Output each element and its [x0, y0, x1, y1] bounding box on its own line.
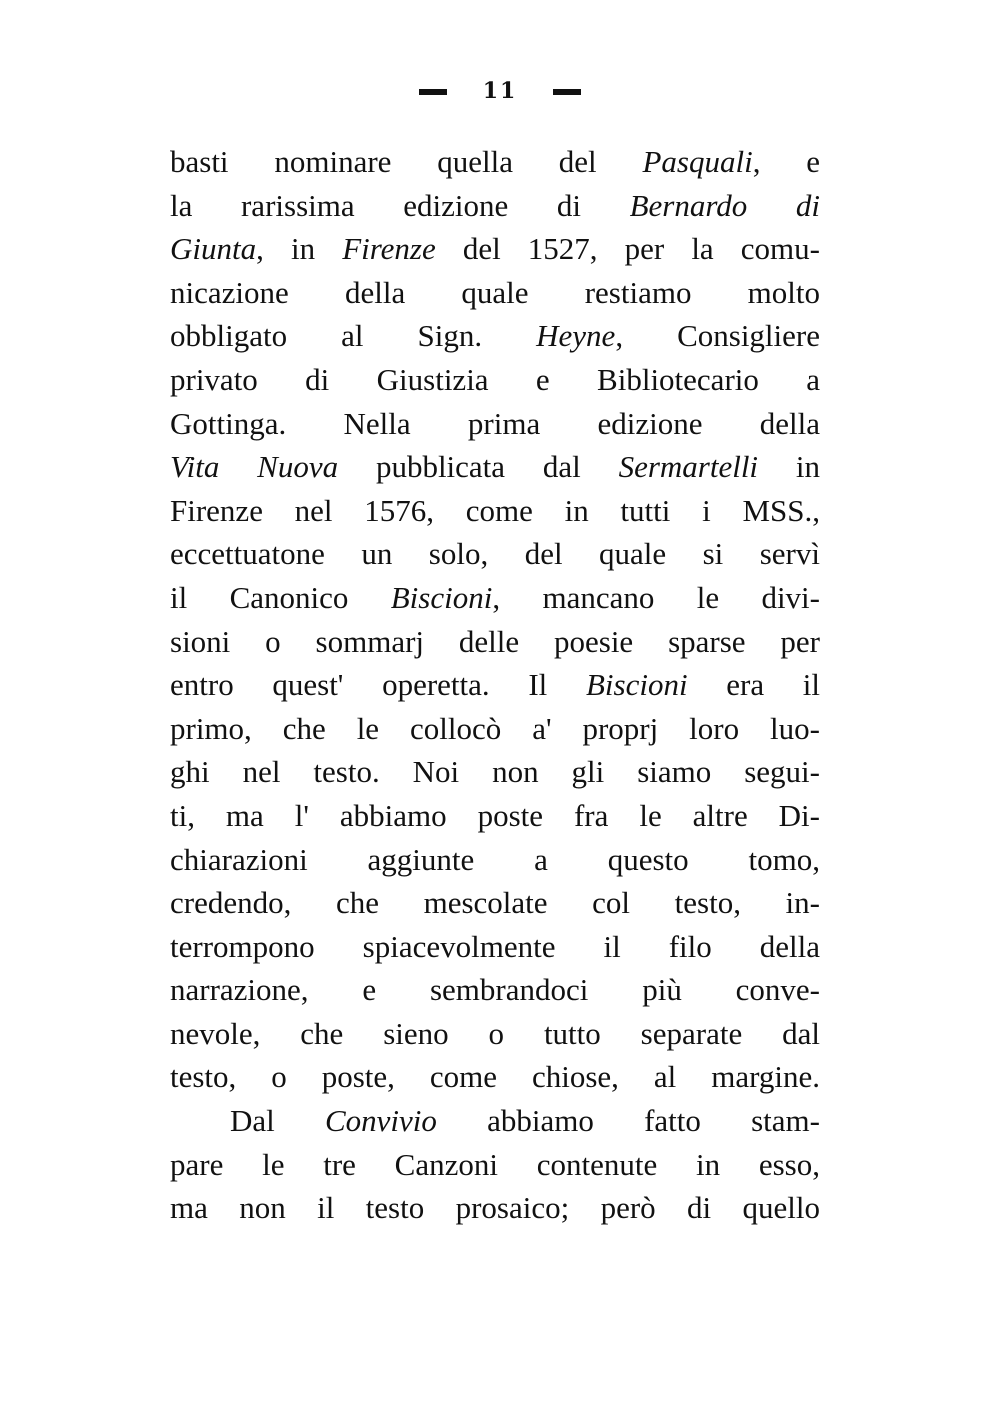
italic-text: Convivio [324, 1103, 437, 1139]
italic-text: Bernardo di [629, 187, 820, 223]
italic-text: Firenze [342, 231, 436, 267]
text-segment: primo, che le collocò a' proprj loro luo- [170, 710, 820, 746]
text-segment: narrazione, e sembrandoci più conve- [170, 972, 820, 1008]
text-line [170, 576, 820, 620]
text-line [170, 794, 820, 838]
text-line [170, 838, 820, 882]
text-line [170, 402, 820, 446]
text-segment: pare le tre Canzoni contenute in esso, [170, 1146, 820, 1182]
text-line [170, 314, 820, 358]
text-line [170, 620, 820, 664]
text-line [170, 707, 820, 751]
text-line [170, 1012, 820, 1056]
text-line [170, 184, 820, 228]
text-line [170, 881, 820, 925]
body-text [170, 140, 820, 1230]
header-rule-right [553, 89, 581, 95]
italic-text: Biscioni [390, 579, 493, 615]
text-segment: , Consigliere [615, 318, 821, 354]
page-number: 11 [482, 78, 518, 104]
text-segment: , e [752, 144, 820, 179]
italic-text: Sermartelli [618, 449, 759, 485]
text-segment: ma non il testo prosaico; però di quello [170, 1190, 820, 1226]
text-line [170, 445, 820, 489]
italic-text: Biscioni [585, 667, 688, 703]
text-segment: abbiamo fatto stam- [436, 1103, 820, 1139]
text-segment: ti, ma l' abbiamo poste fra le altre Di- [170, 797, 820, 833]
text-segment: nevole, che sieno o tutto separate dal [170, 1015, 820, 1051]
italic-text: Vita Nuova [170, 449, 339, 485]
text-line [170, 271, 820, 315]
text-line [170, 1143, 820, 1187]
text-segment: del 1527, per la comu- [435, 231, 820, 267]
text-segment: terrompono spiacevolmente il filo della [170, 928, 820, 964]
text-segment: entro quest' operetta. Il [170, 667, 586, 703]
text-line [170, 358, 820, 402]
italic-text: Giunta [170, 231, 257, 267]
text-segment: testo, o poste, come chiose, al margine. [170, 1059, 820, 1095]
text-line [170, 968, 820, 1012]
text-segment: era il [687, 667, 820, 703]
text-segment: chiarazioni aggiunte a questo tomo, [170, 841, 820, 877]
text-line [170, 1186, 820, 1230]
text-segment: , mancano le divi- [492, 579, 820, 615]
text-segment: eccettuatone un solo, del quale si servì [170, 536, 820, 572]
text-segment: il Canonico [170, 579, 391, 615]
header-rule-left [419, 89, 447, 95]
text-segment: , in [256, 231, 343, 267]
text-segment: Gottinga. Nella prima edizione della [170, 405, 820, 441]
page-header [0, 78, 1000, 104]
text-segment: in [758, 449, 820, 485]
text-segment: ghi nel testo. Noi non gli siamo segui- [170, 754, 820, 790]
text-segment: pubblicata dal [338, 449, 619, 485]
text-line [170, 532, 820, 576]
text-segment: Firenze nel 1576, come in tutti i MSS., [170, 492, 820, 528]
text-segment: sioni o sommarj delle poesie sparse per [170, 623, 820, 659]
text-line [170, 925, 820, 969]
italic-text: Heyne [536, 318, 616, 354]
text-segment: obbligato al Sign. [170, 318, 537, 354]
text-line [170, 1055, 820, 1099]
text-segment: privato di Giustizia e Bibliotecario a [170, 361, 820, 397]
text-line [170, 1099, 820, 1143]
text-segment: basti nominare quella del [170, 144, 643, 179]
text-line [170, 140, 820, 184]
text-segment: nicazione della quale restiamo molto [170, 274, 820, 310]
text-line [170, 227, 820, 271]
text-segment: credendo, che mescolate col testo, in- [170, 885, 820, 921]
text-segment: la rarissima edizione di [170, 187, 630, 223]
text-segment: Dal [230, 1103, 325, 1139]
text-line [170, 663, 820, 707]
italic-text: Pasquali [642, 144, 753, 179]
text-line [170, 750, 820, 794]
text-line [170, 489, 820, 533]
